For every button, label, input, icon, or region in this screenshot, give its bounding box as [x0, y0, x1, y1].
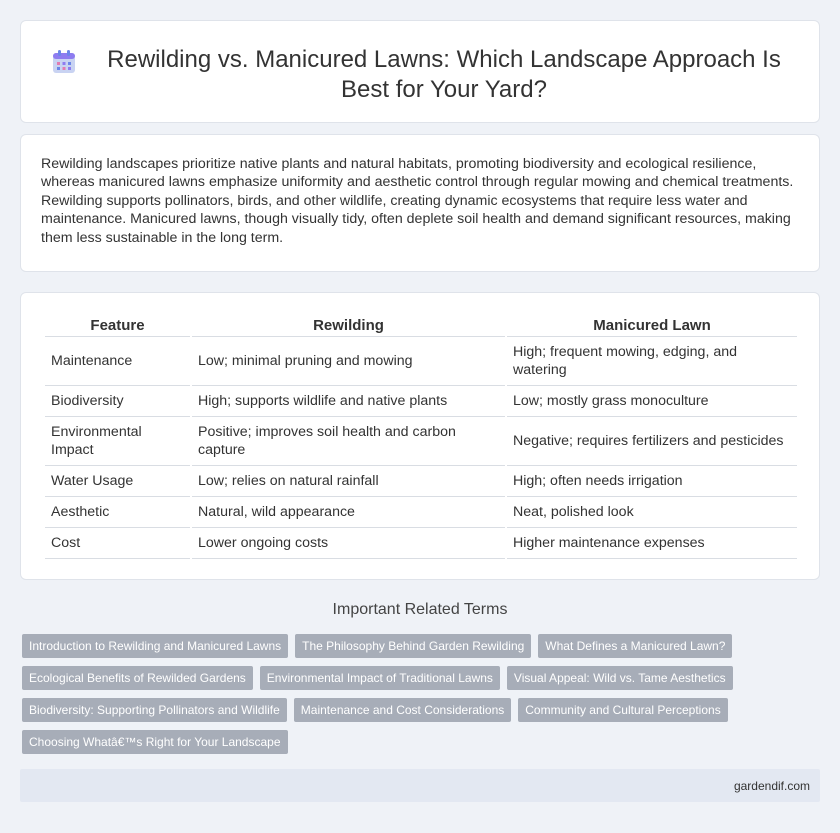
rewilding-cell: Low; minimal pruning and mowing: [192, 337, 505, 386]
table-row: [45, 337, 797, 386]
manicured-cell: High; often needs irrigation: [507, 466, 797, 497]
comparison-table: [43, 313, 799, 559]
intro-paragraph: Rewilding landscapes prioritize native plants and natural habitats, promoting biodiversity and ecological resilience, whereas manicured lawns emphasize uniformity and aesthetic control through regular mowing and chemical treatments. Rewilding supports pollinators, birds, and other wildlife, creating dynamic ecosystems that require less water and maintenance. Manicured lawns, though visually tidy, often deplete soil health and demand significant resources, making them less sustainable in the long term.: [41, 156, 794, 246]
table-row: [45, 386, 797, 417]
rewilding-cell: Positive; improves soil health and carbon capture: [192, 417, 505, 466]
manicured-cell: High; frequent mowing, edging, and watering: [507, 337, 797, 386]
header-feature: Feature: [45, 313, 190, 337]
rewilding-cell: Natural, wild appearance: [192, 497, 505, 528]
related-term-tag[interactable]: Biodiversity: Supporting Pollinators and Wildlife: [22, 698, 287, 722]
calendar-icon: [51, 49, 77, 75]
title-row: [21, 21, 819, 105]
related-term-tag[interactable]: Community and Cultural Perceptions: [518, 698, 727, 722]
header-card: [20, 20, 820, 123]
related-terms-list: [22, 634, 822, 762]
manicured-cell: Low; mostly grass monoculture: [507, 386, 797, 417]
comparison-card: [20, 292, 820, 580]
related-term-tag[interactable]: Choosing Whatâ€™s Right for Your Landscape: [22, 730, 288, 754]
related-terms-title: Important Related Terms: [332, 601, 508, 618]
related-term-tag[interactable]: Maintenance and Cost Considerations: [294, 698, 511, 722]
table-row: [45, 497, 797, 528]
manicured-cell: Higher maintenance expenses: [507, 528, 797, 559]
related-term-tag[interactable]: Ecological Benefits of Rewilded Gardens: [22, 666, 253, 690]
page-title: Rewilding vs. Manicured Lawns: Which Landscape Approach Is Best for Your Yard?: [107, 46, 781, 103]
header-rewilding: Rewilding: [192, 313, 505, 337]
table-row: [45, 417, 797, 466]
footer: [20, 769, 820, 802]
related-term-tag[interactable]: The Philosophy Behind Garden Rewilding: [295, 634, 531, 658]
manicured-cell: Negative; requires fertilizers and pesticides: [507, 417, 797, 466]
rewilding-cell: High; supports wildlife and native plants: [192, 386, 505, 417]
feature-cell: Maintenance: [45, 337, 190, 386]
related-term-tag[interactable]: Introduction to Rewilding and Manicured Lawns: [22, 634, 288, 658]
rewilding-cell: Lower ongoing costs: [192, 528, 505, 559]
table-row: [45, 528, 797, 559]
intro-card: [20, 134, 820, 272]
feature-cell: Water Usage: [45, 466, 190, 497]
header-manicured-lawn: Manicured Lawn: [507, 313, 797, 337]
related-term-tag[interactable]: Environmental Impact of Traditional Lawns: [260, 666, 500, 690]
table-row: [45, 466, 797, 497]
feature-cell: Aesthetic: [45, 497, 190, 528]
footer-site-link[interactable]: gardendif.com: [733, 779, 810, 793]
related-term-tag[interactable]: Visual Appeal: Wild vs. Tame Aesthetics: [507, 666, 733, 690]
feature-cell: Biodiversity: [45, 386, 190, 417]
manicured-cell: Neat, polished look: [507, 497, 797, 528]
feature-cell: Environmental Impact: [45, 417, 190, 466]
rewilding-cell: Low; relies on natural rainfall: [192, 466, 505, 497]
table-header-row: [45, 313, 797, 337]
feature-cell: Cost: [45, 528, 190, 559]
related-term-tag[interactable]: What Defines a Manicured Lawn?: [538, 634, 732, 658]
